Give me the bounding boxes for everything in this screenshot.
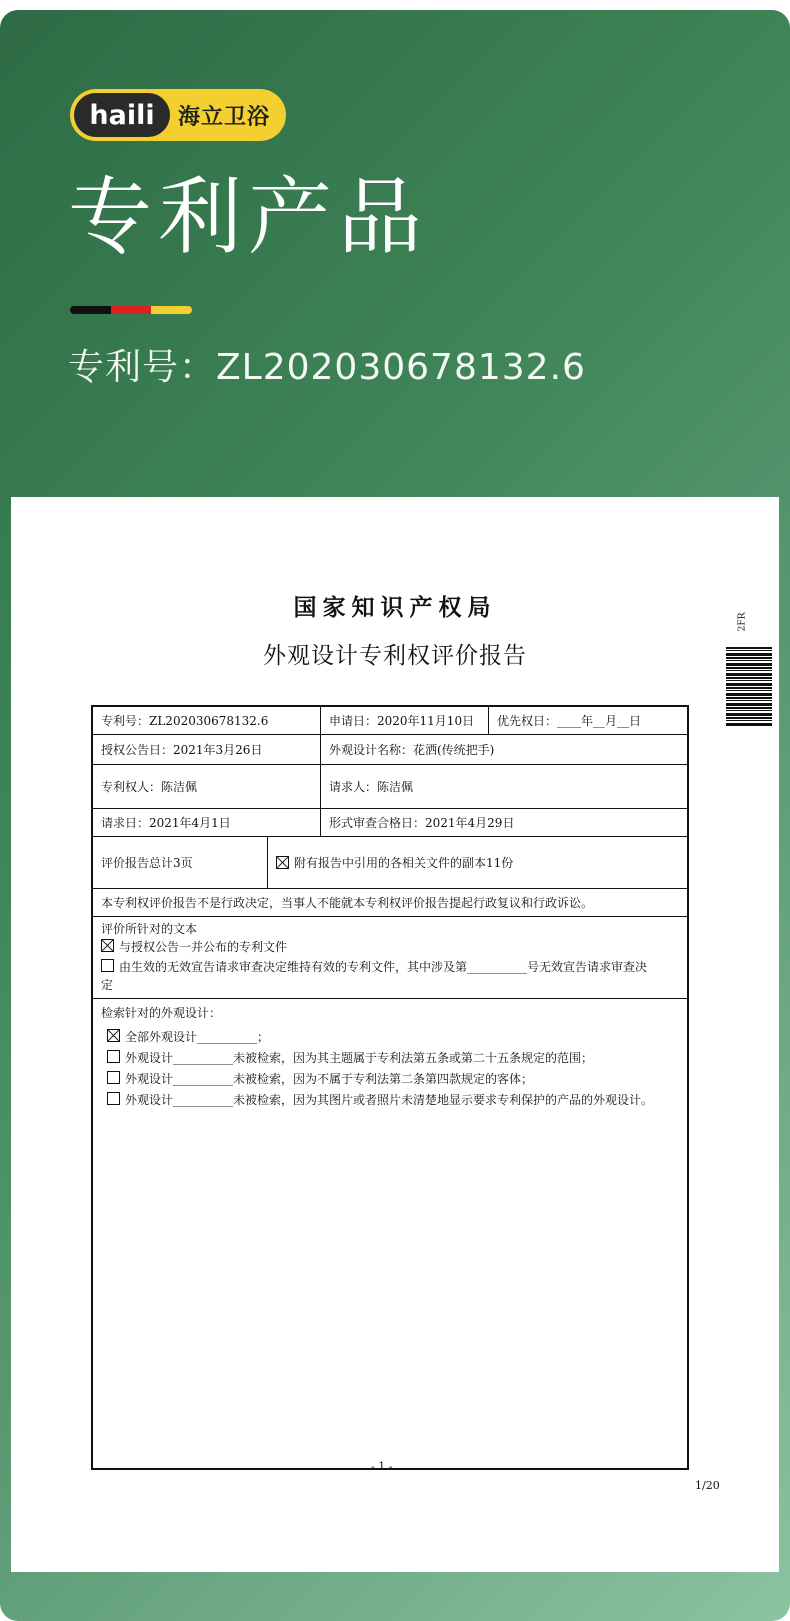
field-priority-date: 优先权日：____年__月__日 [488,707,687,734]
notice-text: 本专利权评价报告不是行政决定，当事人不能就本专利权评价报告提起行政复议和行政诉讼。 [101,896,594,910]
patent-document [11,497,779,1572]
attachments-text: 附有报告中引用的各相关文件的副本11份 [294,856,514,870]
search-option-3 [107,1069,533,1090]
flag-red [111,306,152,314]
field-patentee: 专利权人：陈洁佩 [101,780,198,794]
checkbox-empty-icon [101,959,114,972]
barcode [726,647,772,727]
barcode-label: 2FR [737,612,748,632]
field-exam-date: 形式审查合格日：2021年4月29日 [320,809,687,836]
search-heading: 检索针对的外观设计： [101,1006,222,1020]
form-row [93,707,687,735]
page-total: 1/20 [695,1479,720,1492]
form-row [93,809,687,837]
checkbox-empty-icon [107,1092,120,1105]
option-label: 全部外观设计__________； [125,1030,270,1044]
form-row [93,735,687,765]
option-label: 外观设计__________未被检索，因为其主题属于专利法第五条或第二十五条规定的范围； [125,1051,594,1065]
field-filing-date: 申请日：2020年11月10日 [320,707,488,734]
form-row [93,765,687,809]
flag-stripe [70,306,192,314]
brand-en: haili [74,93,170,137]
report-form [91,705,689,1470]
banner-card [0,10,790,1621]
search-option-2 [107,1048,593,1069]
form-row [93,889,687,917]
patent-number: 专利号：ZL202030678132.6 [68,347,586,388]
checkbox-checked-icon [107,1029,120,1042]
search-option-1 [107,1027,269,1048]
checkbox-checked-icon [101,939,114,952]
field-request-date: 请求日：2021年4月1日 [101,816,231,830]
text-basis-option-2-cont: 定 [101,978,114,992]
field-patent-no: 专利号：ZL202030678132.6 [101,714,269,728]
field-grant-date: 授权公告日：2021年3月26日 [101,743,263,757]
field-requester: 请求人：陈洁佩 [320,765,687,808]
form-row [93,837,687,889]
report-title: 外观设计专利权评价报告 [263,643,527,669]
checkbox-checked-icon [276,856,289,869]
option-label: 由生效的无效宣告请求审查决定维持有效的专利文件，其中涉及第__________号无效宣告请求审查决 [119,960,648,974]
flag-gold [151,306,192,314]
option-label: 外观设计__________未被检索，因为其图片或者照片未清楚地显示要求专利保护的产品的外观设计。 [125,1093,654,1107]
search-option-4 [107,1090,653,1111]
option-label: 外观设计__________未被检索，因为不属于专利法第二条第四款规定的客体； [125,1072,534,1086]
brand-logo [70,89,286,141]
text-basis-option-1 [101,937,287,958]
page-number: - 1 - [371,1460,393,1473]
text-basis-section [93,917,687,999]
document-org: 国家知识产权局 [293,594,497,621]
flag-black [70,306,111,314]
option-label: 与授权公告一并公布的专利文件 [119,940,288,954]
checkbox-empty-icon [107,1071,120,1084]
checkbox-empty-icon [107,1050,120,1063]
page-title: 专利产品 [68,168,429,266]
field-attachments [267,837,687,888]
search-section [93,999,687,1469]
brand-cn: 海立卫浴 [178,104,271,130]
field-page-count: 评价报告总计3页 [101,856,193,870]
text-basis-heading: 评价所针对的文本 [101,922,198,936]
text-basis-option-2 [101,957,647,978]
field-design-name: 外观设计名称：花洒(传统把手) [320,735,687,764]
